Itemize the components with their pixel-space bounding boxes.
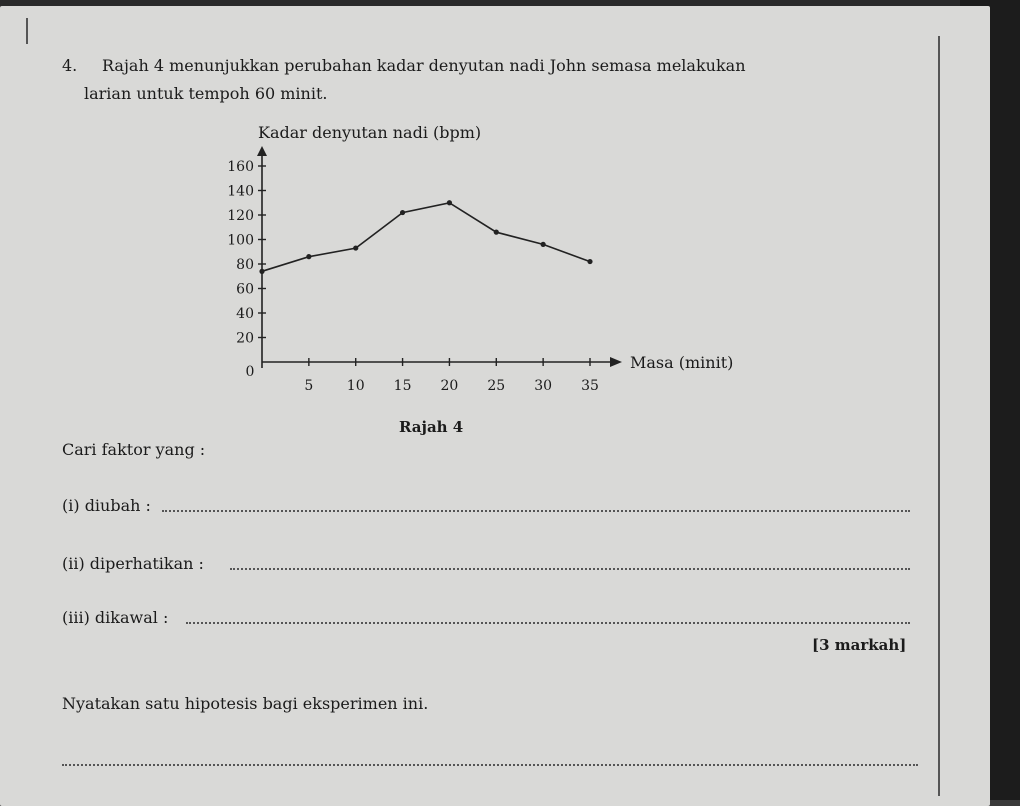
answer-line-dikawal[interactable]: [186, 622, 910, 624]
data-point: [447, 200, 452, 205]
chart-title: Kadar denyutan nadi (bpm): [258, 123, 482, 142]
data-point: [541, 242, 546, 247]
marks-label: [3 markah]: [812, 636, 907, 654]
answer-line-diperhatikan[interactable]: [230, 568, 910, 570]
y-tick-label: 40: [236, 306, 254, 322]
y-tick-label: 20: [236, 330, 254, 347]
y-tick-label: 120: [227, 208, 254, 224]
data-point: [259, 269, 264, 274]
hypothesis-prompt: Nyatakan satu hipotesis bagi eksperimen ini.: [62, 694, 429, 713]
pulse-rate-data-points: [259, 200, 592, 274]
question-text-line-1: Rajah 4 menunjukkan perubahan kadar denyutan nadi John semasa melakukan: [102, 56, 746, 75]
answer-line-diubah[interactable]: [162, 510, 910, 512]
x-tick-label: 25: [487, 378, 506, 394]
y-tick-label: 140: [227, 183, 254, 200]
data-point: [306, 254, 311, 259]
item-label-diubah: (i) diubah :: [62, 496, 151, 515]
x-axis-label: Masa (minit): [630, 353, 734, 372]
data-point: [353, 245, 358, 250]
data-point: [494, 230, 499, 235]
y-tick-label: 160: [227, 159, 254, 175]
data-point: [587, 259, 592, 264]
x-tick-label: 5: [304, 378, 314, 394]
figure-caption: Rajah 4: [399, 418, 464, 436]
y-axis-ticks: [227, 159, 266, 347]
data-point: [400, 210, 405, 215]
x-tick-label: 35: [581, 378, 599, 394]
x-tick-label: 10: [346, 378, 365, 394]
x-tick-label: 30: [534, 378, 553, 394]
pulse-rate-series-line: [262, 203, 590, 271]
y-tick-label: 100: [227, 232, 254, 249]
item-label-diperhatikan: (ii) diperhatikan :: [62, 554, 204, 573]
question-number: 4.: [62, 56, 78, 75]
y-tick-label: 80: [236, 257, 254, 273]
x-axis-ticks: [246, 358, 599, 394]
x-tick-label: 20: [440, 378, 459, 394]
x-tick-label: 0: [245, 364, 255, 380]
x-tick-label: 15: [393, 378, 412, 394]
y-tick-label: 60: [236, 281, 254, 298]
x-axis-arrow: [610, 357, 622, 367]
answer-line-hypothesis[interactable]: [62, 764, 918, 766]
question-text-line-2: larian untuk tempoh 60 minit.: [84, 84, 328, 103]
pulse-rate-line-chart: [0, 106, 990, 526]
worksheet-page: [0, 6, 990, 806]
instruction-prompt: Cari faktor yang :: [62, 440, 206, 459]
y-axis-arrow: [257, 146, 267, 156]
item-label-dikawal: (iii) dikawal :: [62, 608, 169, 627]
page-border-top: [26, 18, 28, 44]
